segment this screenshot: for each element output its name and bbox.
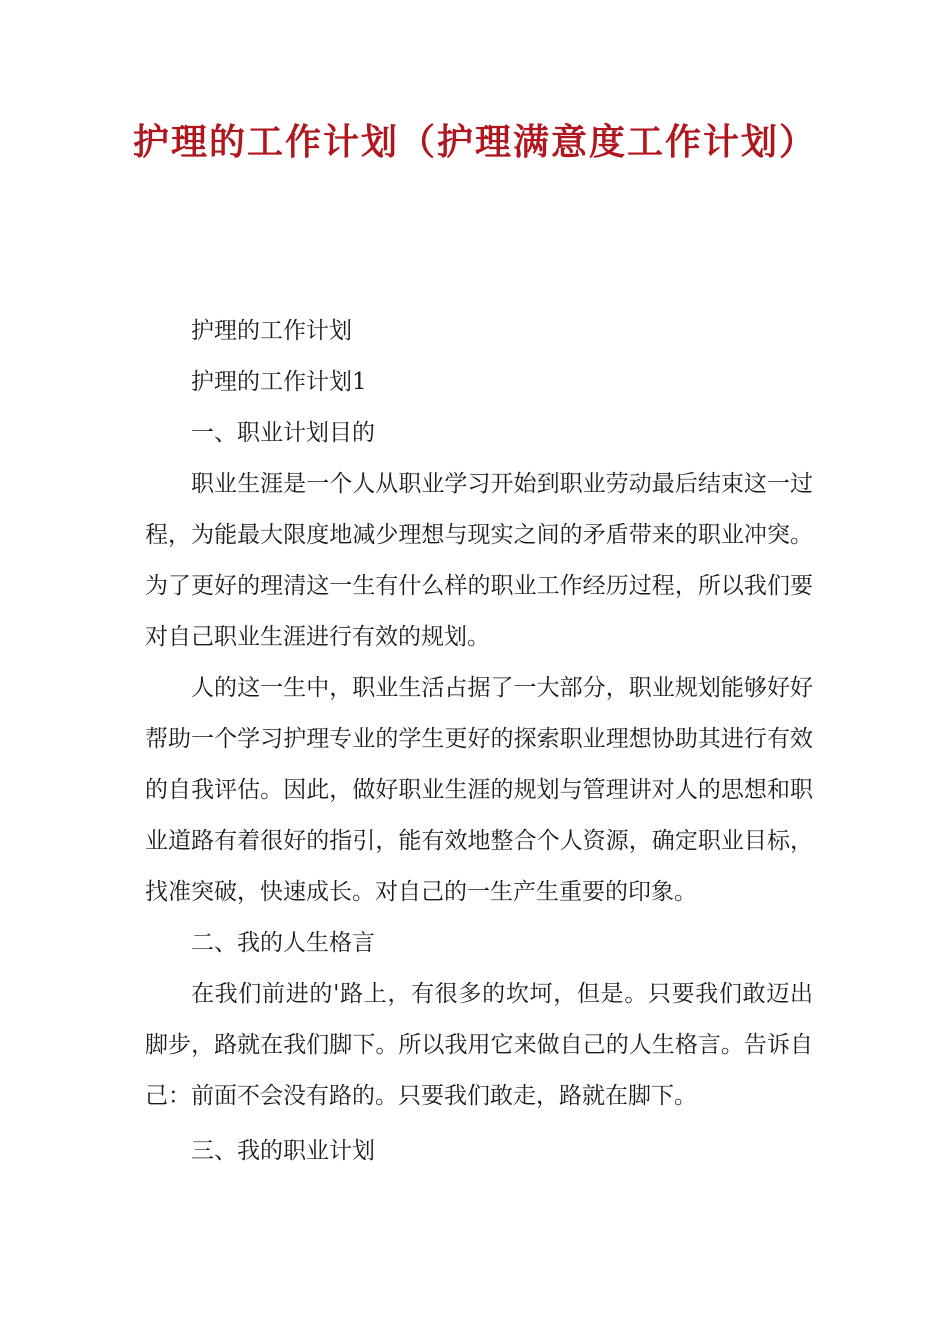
section-heading-life-motto: 二、我的人生格言	[191, 930, 375, 956]
document-body	[145, 306, 813, 1177]
paragraph-career-definition: 职业生涯是一个人从职业学习开始到职业劳动最后结束这一过程，为能最大限度地减少理想与现实之间的矛盾带来的职业冲突。为了更好的理清这一生有什么样的职业工作经历过程，所以我们要对自己职业生涯进行有效的规划。	[145, 471, 813, 650]
document-title: 护理的工作计划（护理满意度工作计划）	[132, 121, 817, 163]
section-heading-my-career-plan: 三、我的职业计划	[191, 1138, 375, 1164]
paragraph-career-planning: 人的这一生中，职业生活占据了一大部分，职业规划能够好好帮助一个学习护理专业的学生更好的探索职业理想协助其进行有效的自我评估。因此，做好职业生涯的规划与管理讲对人的思想和职业道路有着很好的指引，能有效地整合个人资源，确定职业目标，找准突破，快速成长。对自己的一生产生重要的印象。	[145, 675, 813, 905]
section-heading-plan: 护理的工作计划	[191, 318, 352, 344]
section-heading-career-goal: 一、职业计划目的	[191, 420, 375, 446]
section-heading-plan-1: 护理的工作计划1	[191, 369, 367, 395]
paragraph-life-motto: 在我们前进的'路上，有很多的坎坷，但是。只要我们敢迈出脚步，路就在我们脚下。所以我用它来做自己的人生格言。告诉自己：前面不会没有路的。只要我们敢走，路就在脚下。	[145, 981, 813, 1109]
